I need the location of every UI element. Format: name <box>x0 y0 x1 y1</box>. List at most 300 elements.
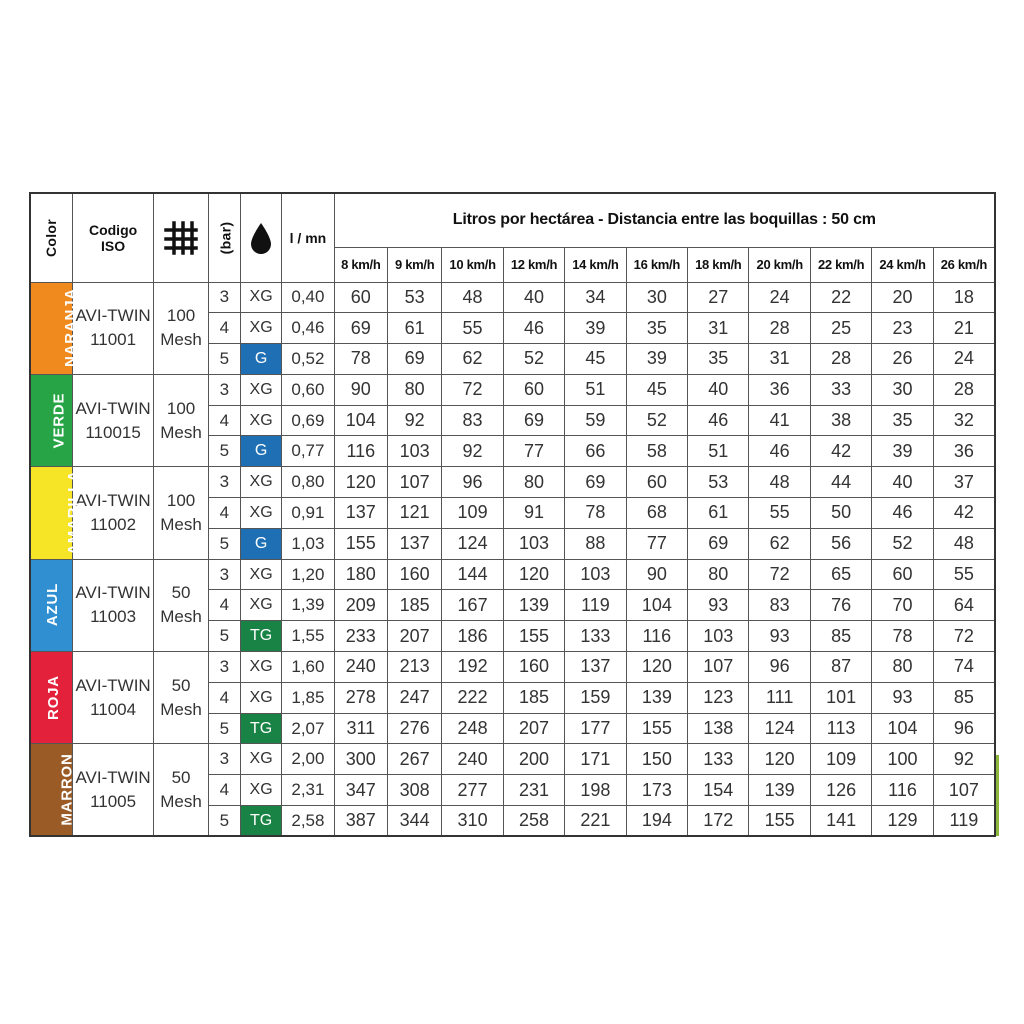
codigo-header <box>72 193 154 282</box>
rate-cell: 248 <box>442 713 503 744</box>
rate-cell: 120 <box>749 744 810 775</box>
rate-cell: 55 <box>749 498 810 529</box>
rate-cell: 20 <box>872 282 933 313</box>
rate-cell: 116 <box>872 775 933 806</box>
rate-cell: 52 <box>626 405 687 436</box>
rate-cell: 221 <box>565 806 626 837</box>
pressure-cell: 5 <box>208 621 240 652</box>
rate-cell: 62 <box>749 528 810 559</box>
rate-cell: 26 <box>872 344 933 375</box>
rate-cell: 64 <box>933 590 995 621</box>
iso-code-line: 11005 <box>90 791 137 811</box>
rate-cell: 65 <box>810 559 871 590</box>
filter-mesh-line: Mesh <box>160 514 202 534</box>
rate-cell: 96 <box>933 713 995 744</box>
iso-code <box>72 744 154 836</box>
filter-mesh-line: 100 <box>166 398 196 418</box>
flow-cell: 0,60 <box>282 374 334 405</box>
iso-code-line: AVI-TWIN <box>75 767 151 787</box>
rate-cell: 277 <box>442 775 503 806</box>
pressure-header <box>208 193 240 282</box>
rate-cell: 69 <box>503 405 564 436</box>
rate-cell: 213 <box>387 652 441 683</box>
flow-cell: 1,20 <box>282 559 334 590</box>
rate-cell: 107 <box>688 652 749 683</box>
iso-code-line: 11004 <box>90 699 137 719</box>
rate-cell: 23 <box>872 313 933 344</box>
rate-cell: 101 <box>810 682 871 713</box>
pressure-cell: 4 <box>208 590 240 621</box>
rate-cell: 60 <box>503 374 564 405</box>
rate-cell: 66 <box>565 436 626 467</box>
rate-cell: 194 <box>626 806 687 837</box>
rate-cell: 185 <box>503 682 564 713</box>
rate-cell: 104 <box>626 590 687 621</box>
rate-cell: 96 <box>442 467 503 498</box>
rate-cell: 33 <box>810 374 871 405</box>
table-row <box>30 282 995 313</box>
rate-cell: 72 <box>933 621 995 652</box>
filter-mesh <box>154 744 208 836</box>
rate-cell: 186 <box>442 621 503 652</box>
rate-cell: 78 <box>334 344 387 375</box>
rate-cell: 87 <box>810 652 871 683</box>
flow-cell: 0,77 <box>282 436 334 467</box>
rate-cell: 39 <box>872 436 933 467</box>
rate-cell: 129 <box>872 806 933 837</box>
iso-code-line: AVI-TWIN <box>75 583 151 603</box>
color-name: MARRON <box>58 753 76 826</box>
rate-cell: 103 <box>565 559 626 590</box>
iso-code-line: 11002 <box>90 514 137 534</box>
rate-cell: 42 <box>933 498 995 529</box>
rate-cell: 78 <box>565 498 626 529</box>
pressure-cell: 5 <box>208 344 240 375</box>
codigo-header-line2: ISO <box>101 237 126 254</box>
tip-type-cell: XG <box>240 405 281 436</box>
rate-cell: 109 <box>810 744 871 775</box>
rate-cell: 40 <box>503 282 564 313</box>
rate-cell: 78 <box>872 621 933 652</box>
rate-cell: 39 <box>626 344 687 375</box>
rate-cell: 28 <box>810 344 871 375</box>
pressure-cell: 3 <box>208 467 240 498</box>
rate-cell: 172 <box>688 806 749 837</box>
rate-cell: 53 <box>387 282 441 313</box>
rate-cell: 59 <box>565 405 626 436</box>
tip-type-cell: XG <box>240 467 281 498</box>
rate-cell: 92 <box>442 436 503 467</box>
rate-cell: 267 <box>387 744 441 775</box>
rate-cell: 111 <box>749 682 810 713</box>
rate-cell: 137 <box>334 498 387 529</box>
speed-header: 26 km/h <box>933 247 995 282</box>
rate-cell: 344 <box>387 806 441 837</box>
pressure-cell: 4 <box>208 775 240 806</box>
rate-cell: 93 <box>749 621 810 652</box>
rate-cell: 104 <box>334 405 387 436</box>
flow-header-label: l / mn <box>289 229 327 246</box>
pressure-cell: 4 <box>208 498 240 529</box>
filter-mesh-line: 100 <box>166 306 196 326</box>
rate-cell: 222 <box>442 682 503 713</box>
rate-cell: 22 <box>810 282 871 313</box>
pressure-cell: 4 <box>208 405 240 436</box>
rate-cell: 48 <box>933 528 995 559</box>
rate-cell: 160 <box>387 559 441 590</box>
rate-cell: 45 <box>626 374 687 405</box>
tip-type-cell: G <box>240 436 281 467</box>
rate-cell: 177 <box>565 713 626 744</box>
tip-type-cell: XG <box>240 282 281 313</box>
tip-type-cell: XG <box>240 313 281 344</box>
color-name: AMARILLA <box>64 470 82 555</box>
rate-cell: 150 <box>626 744 687 775</box>
table-title: Litros por hectárea - Distancia entre las boquillas : 50 cm <box>334 193 995 247</box>
rate-cell: 103 <box>688 621 749 652</box>
flow-header <box>282 193 334 282</box>
rate-cell: 120 <box>334 467 387 498</box>
rate-cell: 44 <box>810 467 871 498</box>
rate-cell: 41 <box>749 405 810 436</box>
rate-cell: 52 <box>503 344 564 375</box>
filter-mesh-line: Mesh <box>160 330 202 350</box>
rate-cell: 46 <box>503 313 564 344</box>
rate-cell: 61 <box>688 498 749 529</box>
rate-cell: 53 <box>688 467 749 498</box>
rate-cell: 192 <box>442 652 503 683</box>
rate-cell: 38 <box>810 405 871 436</box>
rate-cell: 70 <box>872 590 933 621</box>
rate-cell: 77 <box>626 528 687 559</box>
rate-cell: 258 <box>503 806 564 837</box>
grid-icon <box>163 220 199 256</box>
rate-cell: 61 <box>387 313 441 344</box>
rate-cell: 69 <box>387 344 441 375</box>
table-row <box>30 374 995 405</box>
rate-cell: 185 <box>387 590 441 621</box>
color-header-label: Color <box>43 218 60 257</box>
rate-cell: 56 <box>810 528 871 559</box>
flow-cell: 0,69 <box>282 405 334 436</box>
flow-cell: 1,60 <box>282 652 334 683</box>
rate-cell: 83 <box>749 590 810 621</box>
filter-mesh-line: Mesh <box>160 422 202 442</box>
rate-cell: 48 <box>442 282 503 313</box>
rate-cell: 92 <box>933 744 995 775</box>
speed-header: 18 km/h <box>688 247 749 282</box>
table-row <box>30 467 995 498</box>
iso-code-line: AVI-TWIN <box>75 306 151 326</box>
rate-cell: 60 <box>334 282 387 313</box>
rate-cell: 69 <box>334 313 387 344</box>
rate-cell: 45 <box>565 344 626 375</box>
speed-header: 24 km/h <box>872 247 933 282</box>
rate-cell: 347 <box>334 775 387 806</box>
flow-cell: 0,91 <box>282 498 334 529</box>
rate-cell: 28 <box>749 313 810 344</box>
iso-code-line: AVI-TWIN <box>75 490 151 510</box>
rate-cell: 60 <box>872 559 933 590</box>
rate-cell: 200 <box>503 744 564 775</box>
rate-cell: 100 <box>872 744 933 775</box>
rate-cell: 80 <box>872 652 933 683</box>
header-row <box>30 193 995 247</box>
rate-cell: 24 <box>749 282 810 313</box>
rate-cell: 36 <box>933 436 995 467</box>
rate-cell: 52 <box>872 528 933 559</box>
pressure-cell: 4 <box>208 313 240 344</box>
rate-cell: 133 <box>565 621 626 652</box>
rate-cell: 104 <box>872 713 933 744</box>
pressure-cell: 3 <box>208 374 240 405</box>
rate-cell: 133 <box>688 744 749 775</box>
rate-cell: 85 <box>810 621 871 652</box>
rate-cell: 74 <box>933 652 995 683</box>
rate-cell: 160 <box>503 652 564 683</box>
pressure-cell: 5 <box>208 713 240 744</box>
tip-type-cell: XG <box>240 775 281 806</box>
rate-cell: 34 <box>565 282 626 313</box>
rate-cell: 32 <box>933 405 995 436</box>
rate-cell: 31 <box>749 344 810 375</box>
iso-code-line: 11003 <box>90 607 137 627</box>
tip-type-cell: XG <box>240 498 281 529</box>
rate-cell: 231 <box>503 775 564 806</box>
rate-cell: 46 <box>749 436 810 467</box>
rate-cell: 24 <box>933 344 995 375</box>
rate-cell: 77 <box>503 436 564 467</box>
speed-header: 14 km/h <box>565 247 626 282</box>
table-body <box>30 282 995 836</box>
rate-cell: 30 <box>872 374 933 405</box>
filter-mesh-line: Mesh <box>160 607 202 627</box>
rate-cell: 233 <box>334 621 387 652</box>
rate-cell: 116 <box>626 621 687 652</box>
rate-cell: 107 <box>387 467 441 498</box>
rate-cell: 35 <box>688 344 749 375</box>
flow-cell: 2,58 <box>282 806 334 837</box>
rate-cell: 124 <box>442 528 503 559</box>
pressure-cell: 5 <box>208 528 240 559</box>
rate-cell: 83 <box>442 405 503 436</box>
rate-cell: 68 <box>626 498 687 529</box>
speed-header: 22 km/h <box>810 247 871 282</box>
mesh-header <box>154 193 208 282</box>
rate-cell: 35 <box>626 313 687 344</box>
pressure-cell: 5 <box>208 806 240 837</box>
rate-cell: 240 <box>334 652 387 683</box>
rate-cell: 90 <box>626 559 687 590</box>
speed-header: 8 km/h <box>334 247 387 282</box>
rate-cell: 76 <box>810 590 871 621</box>
rate-cell: 310 <box>442 806 503 837</box>
table-row <box>30 559 995 590</box>
speed-header: 20 km/h <box>749 247 810 282</box>
pressure-cell: 3 <box>208 744 240 775</box>
tip-type-cell: TG <box>240 806 281 837</box>
filter-mesh-line: 100 <box>166 490 196 510</box>
rate-cell: 80 <box>387 374 441 405</box>
rate-cell: 55 <box>442 313 503 344</box>
rate-cell: 88 <box>565 528 626 559</box>
rate-cell: 155 <box>503 621 564 652</box>
iso-code <box>72 374 154 466</box>
rate-cell: 139 <box>503 590 564 621</box>
table-row <box>30 652 995 683</box>
rate-cell: 39 <box>565 313 626 344</box>
speed-header: 12 km/h <box>503 247 564 282</box>
pressure-header-label: (bar) <box>217 221 234 255</box>
filter-mesh-line: 50 <box>171 767 191 787</box>
rate-cell: 300 <box>334 744 387 775</box>
iso-code-line: AVI-TWIN <box>75 398 151 418</box>
rate-cell: 96 <box>749 652 810 683</box>
flow-cell: 0,40 <box>282 282 334 313</box>
flow-cell: 1,55 <box>282 621 334 652</box>
rate-cell: 387 <box>334 806 387 837</box>
rate-cell: 119 <box>565 590 626 621</box>
rate-cell: 51 <box>565 374 626 405</box>
color-swatch <box>30 744 76 836</box>
rate-cell: 28 <box>933 374 995 405</box>
tip-type-cell: XG <box>240 374 281 405</box>
tip-type-cell: XG <box>240 652 281 683</box>
nozzle-chart <box>29 192 996 837</box>
color-name: ROJA <box>44 674 62 720</box>
flow-cell: 1,39 <box>282 590 334 621</box>
rate-cell: 69 <box>565 467 626 498</box>
filter-mesh <box>154 374 208 466</box>
rate-cell: 85 <box>933 682 995 713</box>
tip-type-cell: G <box>240 344 281 375</box>
speed-header: 16 km/h <box>626 247 687 282</box>
color-name: VERDE <box>50 392 68 448</box>
color-name: AZUL <box>44 583 62 627</box>
iso-code-line: 110015 <box>85 422 141 442</box>
rate-cell: 72 <box>442 374 503 405</box>
rate-cell: 72 <box>749 559 810 590</box>
rate-cell: 116 <box>334 436 387 467</box>
tip-header <box>240 193 281 282</box>
pressure-cell: 3 <box>208 282 240 313</box>
rate-cell: 155 <box>749 806 810 837</box>
rate-cell: 120 <box>503 559 564 590</box>
rate-cell: 180 <box>334 559 387 590</box>
pressure-cell: 3 <box>208 652 240 683</box>
rate-cell: 37 <box>933 467 995 498</box>
flow-cell: 0,52 <box>282 344 334 375</box>
speed-header: 10 km/h <box>442 247 503 282</box>
filter-mesh-line: 50 <box>171 583 191 603</box>
rate-cell: 46 <box>872 498 933 529</box>
rate-cell: 126 <box>810 775 871 806</box>
rate-cell: 50 <box>810 498 871 529</box>
rate-cell: 171 <box>565 744 626 775</box>
rate-cell: 55 <box>933 559 995 590</box>
drop-icon <box>249 221 273 255</box>
rate-cell: 18 <box>933 282 995 313</box>
rate-cell: 167 <box>442 590 503 621</box>
flow-cell: 0,46 <box>282 313 334 344</box>
rate-cell: 92 <box>387 405 441 436</box>
rate-cell: 123 <box>688 682 749 713</box>
edge-accent <box>996 755 999 836</box>
color-swatch <box>30 559 72 651</box>
iso-code <box>72 652 154 744</box>
rate-cell: 120 <box>626 652 687 683</box>
filter-mesh <box>154 282 208 374</box>
codigo-header-line1: Codigo <box>88 221 138 238</box>
rate-cell: 155 <box>626 713 687 744</box>
rate-cell: 137 <box>387 528 441 559</box>
tip-type-cell: XG <box>240 590 281 621</box>
flow-cell: 2,07 <box>282 713 334 744</box>
rate-cell: 107 <box>933 775 995 806</box>
speed-header: 9 km/h <box>387 247 441 282</box>
rate-cell: 93 <box>872 682 933 713</box>
flow-cell: 0,80 <box>282 467 334 498</box>
filter-mesh <box>154 559 208 651</box>
filter-mesh-line: Mesh <box>160 791 202 811</box>
rate-cell: 31 <box>688 313 749 344</box>
rate-cell: 247 <box>387 682 441 713</box>
rate-cell: 103 <box>387 436 441 467</box>
rate-cell: 27 <box>688 282 749 313</box>
filter-mesh <box>154 467 208 559</box>
pressure-cell: 4 <box>208 682 240 713</box>
rate-cell: 40 <box>872 467 933 498</box>
filter-mesh-line: 50 <box>171 675 191 695</box>
rate-cell: 144 <box>442 559 503 590</box>
rate-cell: 124 <box>749 713 810 744</box>
rate-cell: 138 <box>688 713 749 744</box>
rate-cell: 60 <box>626 467 687 498</box>
rate-cell: 154 <box>688 775 749 806</box>
color-swatch <box>30 282 79 374</box>
iso-code-line: 11001 <box>90 330 137 350</box>
rate-cell: 137 <box>565 652 626 683</box>
iso-code <box>72 559 154 651</box>
rate-cell: 308 <box>387 775 441 806</box>
rate-cell: 58 <box>626 436 687 467</box>
rate-cell: 159 <box>565 682 626 713</box>
rate-cell: 109 <box>442 498 503 529</box>
rate-cell: 36 <box>749 374 810 405</box>
rate-cell: 40 <box>688 374 749 405</box>
tip-type-cell: TG <box>240 621 281 652</box>
rate-cell: 139 <box>626 682 687 713</box>
color-swatch <box>30 374 72 466</box>
rate-cell: 103 <box>503 528 564 559</box>
iso-code <box>72 467 154 559</box>
rate-cell: 198 <box>565 775 626 806</box>
tip-type-cell: XG <box>240 682 281 713</box>
rate-cell: 113 <box>810 713 871 744</box>
rate-cell: 207 <box>503 713 564 744</box>
tip-type-cell: XG <box>240 559 281 590</box>
tip-type-cell: TG <box>240 713 281 744</box>
iso-code-line: AVI-TWIN <box>75 675 151 695</box>
rate-cell: 209 <box>334 590 387 621</box>
rate-cell: 30 <box>626 282 687 313</box>
rate-cell: 278 <box>334 682 387 713</box>
rate-cell: 141 <box>810 806 871 837</box>
rate-cell: 21 <box>933 313 995 344</box>
rate-cell: 25 <box>810 313 871 344</box>
rate-cell: 46 <box>688 405 749 436</box>
flow-cell: 1,85 <box>282 682 334 713</box>
